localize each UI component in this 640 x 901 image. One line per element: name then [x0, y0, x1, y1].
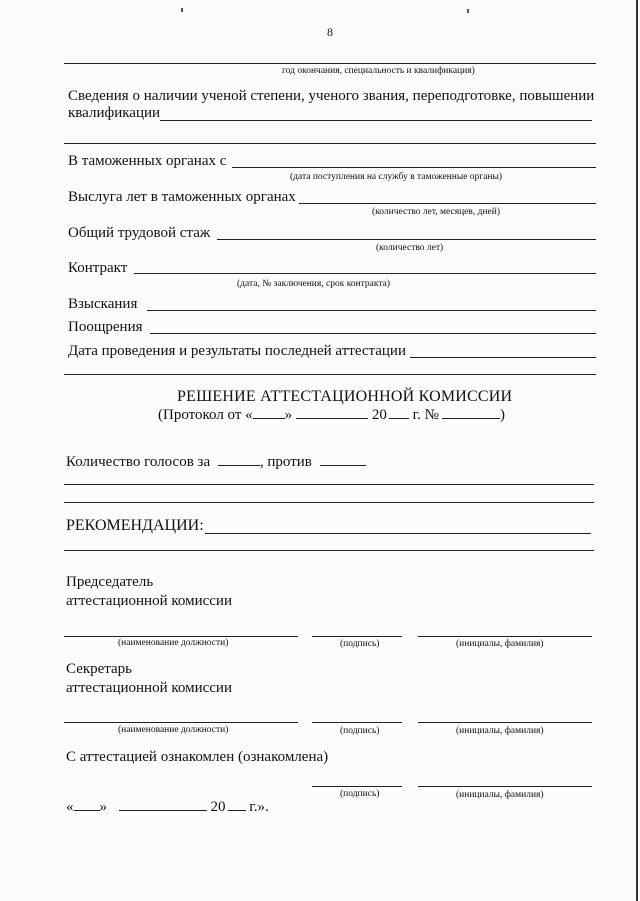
- secretary-position-caption: (наименование должности): [118, 725, 229, 735]
- protocol-month-field: [296, 418, 368, 419]
- graduation-caption: год окончания, специальность и квалификация): [282, 66, 475, 76]
- protocol-day-field: [253, 418, 285, 419]
- contract-caption: (дата, № заключения, срок контракта): [237, 279, 391, 289]
- protocol-close: ): [499, 407, 505, 423]
- page-number: 8: [327, 25, 333, 39]
- secretary-signature-field: [312, 722, 402, 723]
- penalties-label: Взыскания: [68, 296, 138, 312]
- ack-date-line: [66, 799, 269, 816]
- decision-title: РЕШЕНИЕ АТТЕСТАЦИОННОЙ КОМИССИИ: [177, 388, 513, 405]
- scan-artifact: [467, 9, 469, 13]
- total-experience-label: Общий трудовой стаж: [68, 225, 211, 241]
- degree-label-cont: квалификации: [68, 105, 161, 121]
- protocol-open: (Протокол от «: [158, 407, 253, 423]
- protocol-number-field: [442, 418, 500, 419]
- secretary-name-field: [418, 722, 592, 723]
- chairman-signature-caption: (подпись): [340, 639, 380, 649]
- customs-since-field: [232, 167, 596, 168]
- date-g: г.».: [249, 799, 269, 815]
- protocol-year: 20: [371, 407, 387, 423]
- chairman-position-caption: (наименование должности): [118, 638, 229, 648]
- last-attestation-label: Дата проведения и результаты последней аттестации: [68, 343, 406, 359]
- recommendations-label: РЕКОМЕНДАЦИИ:: [66, 517, 204, 534]
- votes-notes-line: [64, 484, 594, 485]
- ack-signature-field: [312, 786, 402, 787]
- votes-against-label: , против: [259, 454, 312, 470]
- date-close-quote: »: [99, 799, 107, 815]
- awards-field: [150, 333, 596, 334]
- scan-artifact: [181, 8, 183, 12]
- ack-name-field: [418, 786, 592, 787]
- date-open-quote: «: [66, 799, 74, 815]
- protocol-year-field: [389, 418, 409, 419]
- graduation-line: [64, 63, 596, 64]
- awards-label: Поощрения: [68, 319, 143, 335]
- votes-against-field: [320, 465, 366, 466]
- penalties-field: [147, 310, 596, 311]
- chairman-name-caption: (инициалы, фамилия): [456, 639, 544, 649]
- entry-date-caption: (дата поступления на службу в таможенные органы): [290, 172, 503, 182]
- last-attestation-field: [410, 357, 596, 358]
- degree-field-extra: [64, 143, 596, 144]
- protocol-g-no: г. №: [412, 407, 439, 423]
- chairman-position-field: [64, 636, 298, 637]
- date-day-field: [74, 810, 100, 811]
- chairman-name-field: [418, 636, 592, 637]
- secretary-signature-caption: (подпись): [340, 726, 380, 736]
- votes-for-field: [218, 465, 260, 466]
- date-year: 20: [210, 799, 226, 815]
- secretary-commission: аттестационной комиссии: [66, 680, 232, 696]
- protocol-line: [158, 407, 505, 424]
- service-length-field: [299, 203, 596, 204]
- recommendations-field: [205, 533, 591, 534]
- secretary-name-caption: (инициалы, фамилия): [456, 726, 544, 736]
- customs-since-label: В таможенных органах с: [68, 153, 227, 169]
- date-year-field: [228, 810, 246, 811]
- years-count-caption: (количество лет): [376, 243, 444, 253]
- years-format-caption: (количество лет, месяцев, дней): [372, 207, 501, 217]
- degree-field: [160, 120, 592, 121]
- votes-notes-line: [64, 502, 594, 503]
- secretary-title: Секретарь: [66, 661, 133, 677]
- chairman-signature-field: [312, 636, 402, 637]
- recommendations-field-extra: [64, 550, 594, 551]
- chairman-title: Председатель: [66, 574, 154, 590]
- ack-name-caption: (инициалы, фамилия): [456, 790, 544, 800]
- date-month-field: [119, 810, 207, 811]
- protocol-quote: »: [284, 407, 293, 423]
- contract-label: Контракт: [68, 260, 128, 276]
- total-experience-field: [217, 239, 596, 240]
- secretary-position-field: [64, 722, 298, 723]
- chairman-commission: аттестационной комиссии: [66, 593, 232, 609]
- degree-label: Сведения о наличии ученой степени, ученого звания, переподготовке, повышении: [68, 88, 595, 104]
- contract-field: [134, 273, 596, 274]
- ack-signature-caption: (подпись): [340, 789, 380, 799]
- acknowledgement-label: С аттестацией ознакомлен (ознакомлена): [66, 749, 329, 765]
- votes-for-label: Количество голосов за: [66, 454, 211, 470]
- service-length-label: Выслуга лет в таможенных органах: [68, 189, 296, 205]
- scan-edge: [636, 0, 638, 901]
- votes-line: [66, 454, 366, 471]
- last-attestation-field-extra: [64, 374, 596, 375]
